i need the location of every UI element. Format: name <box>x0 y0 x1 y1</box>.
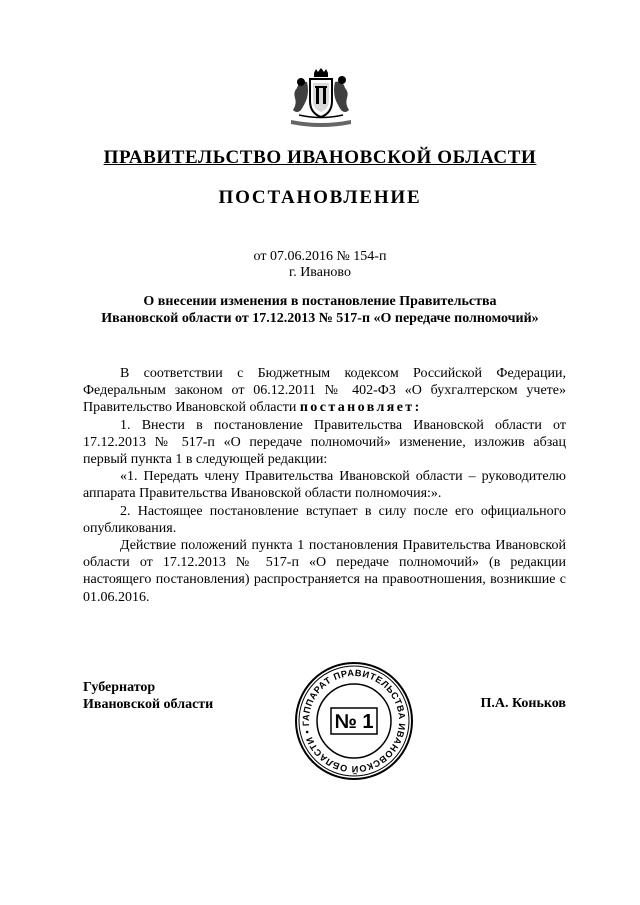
subject-line-2: Ивановской области от 17.12.2013 № 517-п «О передаче полномочий» <box>101 311 539 326</box>
stamp-ring-text: АППАРАТ ПРАВИТЕЛЬСТВА ИВАНОВСКОЙ ОБЛАСТИ • Г <box>300 667 408 775</box>
resolves-keyword: постановляет: <box>299 400 422 416</box>
document-date-number: от 07.06.2016 № 154-п <box>253 249 387 264</box>
paragraph-item-2: 2. Настоящее постановление вступает в силу после его официального опубликования. <box>83 503 566 536</box>
preamble-text: В соответствии с Бюджетным кодексом Российской Федерации, Федеральным законом от 06.12.2011 № 402-ФЗ «О бухгалтерском учете» Правительство Ивановской области <box>83 366 566 416</box>
paragraph-preamble <box>83 365 566 417</box>
paragraph-item-1: 1. Внести в постановление Правительства Ивановской области от 17.12.2013 № 517-п «О передаче полномочий» изменение, изложив абзац первый пункта 1 в следующей редакции: <box>83 417 566 468</box>
paragraph-quoted-text: «1. Передать члену Правительства Ивановской области – руководителю аппарата Правительства Ивановской области полномочия:». <box>83 469 566 502</box>
organization-title: ПРАВИТЕЛЬСТВО ИВАНОВСКОЙ ОБЛАСТИ <box>103 147 537 168</box>
coat-of-arms-emblem <box>285 68 357 130</box>
coat-of-arms-icon <box>285 68 357 130</box>
signatory-title-line-2: Ивановской области <box>83 697 214 712</box>
signatory-name: П.А. Коньков <box>480 696 566 711</box>
document-city: г. Иваново <box>289 265 351 280</box>
document-subject <box>70 293 570 327</box>
document-body <box>83 365 566 606</box>
subject-line-1: О внесении изменения в постановление Правительства <box>143 294 497 309</box>
paragraph-effect: Действие положений пункта 1 постановления Правительства Ивановской области от 17.12.2013 № 517-п «О передаче полномочий» (в редакции настоящего постановления) распространяется на правоотношения, возникшие с 01.06.2016. <box>83 538 566 605</box>
stamp-number: № 1 <box>334 711 374 733</box>
document-type: ПОСТАНОВЛЕНИЕ <box>218 187 422 208</box>
signatory-title <box>83 679 213 713</box>
signatory-title-line-1: Губернатор <box>83 680 156 695</box>
stamp-seal-icon <box>293 660 415 782</box>
official-stamp <box>293 660 415 782</box>
